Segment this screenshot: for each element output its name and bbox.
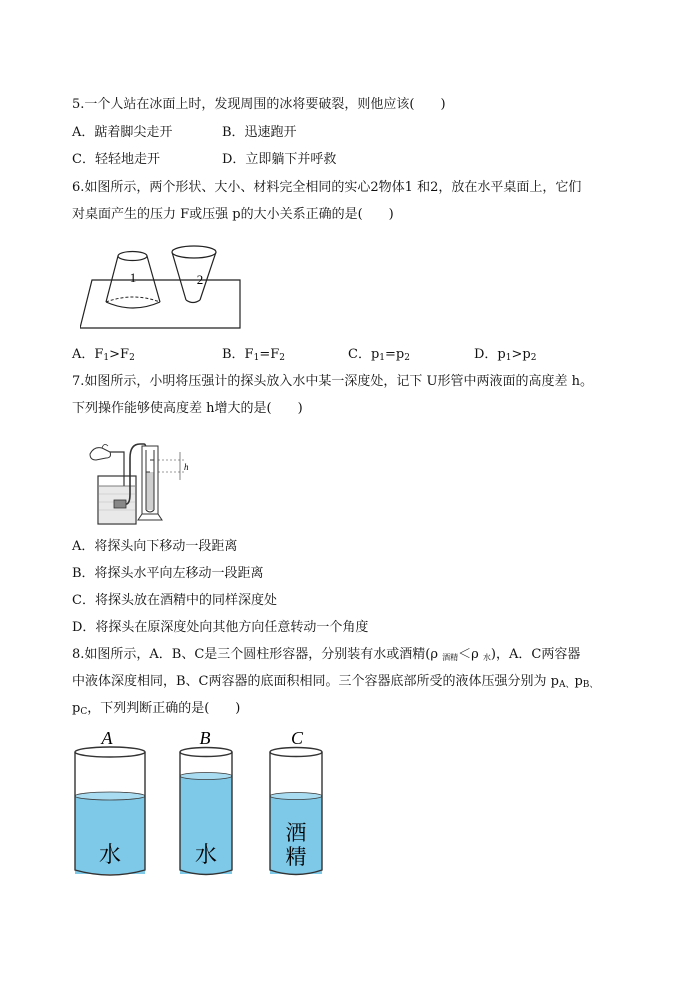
container-a-letter: A — [101, 728, 113, 748]
q8-stem-line2: 中液体深度相同，B、C两容器的底面积相同。三个容器底部所受的液体压强分别为 $p_{A、}p_{B、}$ — [72, 674, 599, 690]
q7-option-b: B．将探头水平向左移动一段距离 — [72, 566, 264, 581]
object-2-body — [172, 252, 216, 300]
container-c-liquid-label-1: 酒 — [285, 821, 307, 845]
probe — [114, 500, 126, 508]
q7-figure-pressure-gauge — [84, 436, 196, 528]
table-surface — [80, 280, 240, 328]
container-a-liquid-label: 水 — [98, 843, 122, 868]
hand-icon — [90, 448, 111, 460]
q8-stem-line1: 8.如图所示，A．B、C是三个圆柱形容器，分别装有水或酒精(ρ $_{酒精}$＜ρ $_水$)，A．C两容器 — [72, 647, 581, 662]
container-c-letter: C — [290, 728, 304, 748]
q6-option-c: C．$p_1=p_2$ — [348, 347, 410, 363]
q5-option-c: C．轻轻地走开 — [72, 152, 160, 167]
q5-stem: 5.一个人站在冰面上时，发现周围的冰将要破裂，则他应该( ) — [72, 97, 446, 112]
q7-option-d: D．将探头在原深度处向其他方向任意转动一个角度 — [72, 620, 369, 635]
container-b-liquid-label: 水 — [194, 843, 218, 868]
q8-figure-containers — [64, 724, 334, 880]
container-b-letter: B — [199, 728, 211, 748]
q7-stem-line2: 下列操作能够使高度差 h增大的是( ) — [72, 401, 303, 416]
container-c-liquid-label-2: 精 — [285, 845, 307, 869]
q6-option-b: B．$F_1=F_2$ — [222, 347, 285, 363]
q7-option-a: A．将探头向下移动一段距离 — [72, 539, 238, 554]
q5-option-a: A．踮着脚尖走开 — [72, 125, 173, 140]
h-label: h — [184, 462, 189, 472]
q6-option-d: D．$p_1>p_2$ — [474, 347, 537, 363]
object-1-label: 1 — [129, 270, 137, 285]
q6-option-a: A．$F_1>F_2$ — [72, 347, 135, 363]
q6-stem-line1: 6.如图所示，两个形状、大小、材料完全相同的实心2物体1 和2，放在水平桌面上，它们 — [72, 180, 582, 195]
q6-stem-line2: 对桌面产生的压力 F或压强 p的大小关系正确的是( ) — [72, 207, 394, 222]
q6-figure-frustums — [80, 240, 245, 332]
q8-stem-line3: $p_C$，下列判断正确的是( ) — [72, 701, 241, 717]
q7-stem-line1: 7.如图所示，小明将压强计的探头放入水中某一深度处，记下 U形管中两液面的高度差 h。 — [72, 374, 593, 389]
q5-option-d: D．立即躺下并呼救 — [222, 152, 337, 167]
q5-option-b: B．迅速跑开 — [222, 125, 297, 140]
object-2-label: 2 — [196, 272, 204, 287]
q7-option-c: C．将探头放在酒精中的同样深度处 — [72, 593, 277, 608]
